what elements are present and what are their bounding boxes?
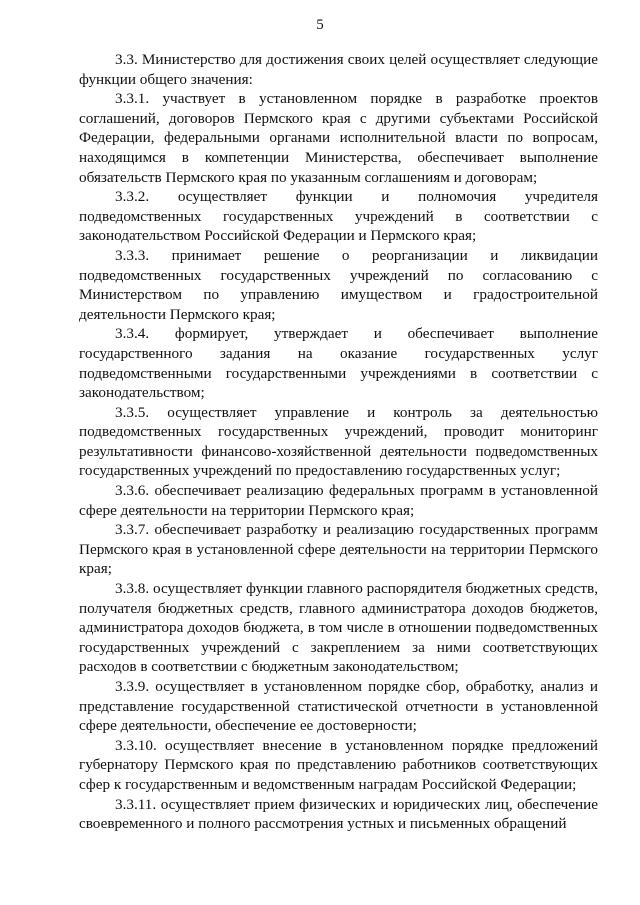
paragraph-3-3-3: 3.3.3. принимает решение о реорганизации и ликвидации подведомственных государственных учреждений по согласованию с Министерством по управлению имуществом и градостроительной деятельности Пермского края; [79,246,598,323]
paragraph-3-3-10: 3.3.10. осуществляет внесение в установленном порядке предложений губернатору Пермского края по представлению работников соответствующих сфер к государственным и ведомственным наградам Российской Федерации; [79,736,598,793]
paragraph-3-3-4: 3.3.4. формирует, утверждает и обеспечивает выполнение государственного задания на оказание государственных услуг подведомственными государственными учреждениями в соответствии с законодательством; [79,325,598,402]
document-body [79,50,598,834]
paragraph-3-3-1: 3.3.1. участвует в установленном порядке в разработке проектов соглашений, договоров Пермского края с другими субъектами Российской Федерации, федеральными органами исполнительной власти по вопросам, находящимся в компетенции Министерства, обеспечивает выполнение обязательств Пермского края по указанным соглашениям и договорам; [79,90,598,186]
paragraph-3-3-8: 3.3.8. осуществляет функции главного распорядителя бюджетных средств, получателя бюджетных средств, главного администратора доходов бюджетов, администратора доходов бюджета, в том числе в отношении подведомственных государственных учреждений с закреплением за ними соответствующих расходов в соответствии с бюджетным законодательством; [79,580,598,676]
paragraph-3-3-9: 3.3.9. осуществляет в установленном порядке сбор, обработку, анализ и представление государственной статистической отчетности в установленной сфере деятельности, обеспечение ее достоверности; [79,678,598,735]
page-number: 5 [316,17,324,33]
paragraph-3-3-5: 3.3.5. осуществляет управление и контроль за деятельностью подведомственных государственных учреждений, проводит мониторинг результативности финансово-хозяйственной деятельности подведомственных государственных учреждений по предоставлению государственных услуг; [79,403,598,480]
paragraph-3-3: 3.3. Министерство для достижения своих целей осуществляет следующие функции общего значения: [79,51,598,88]
paragraph-3-3-2: 3.3.2. осуществляет функции и полномочия учредителя подведомственных государственных учреждений в соответствии с законодательством Российской Федерации и Пермского края; [79,188,598,245]
paragraph-3-3-6: 3.3.6. обеспечивает реализацию федеральных программ в установленной сфере деятельности на территории Пермского края; [79,482,598,519]
paragraph-3-3-7: 3.3.7. обеспечивает разработку и реализацию государственных программ Пермского края в установленной сфере деятельности на территории Пермского края; [79,521,598,578]
paragraph-3-3-11: 3.3.11. осуществляет прием физических и юридических лиц, обеспечение своевременного и полного рассмотрения устных и письменных обращений [79,795,598,833]
